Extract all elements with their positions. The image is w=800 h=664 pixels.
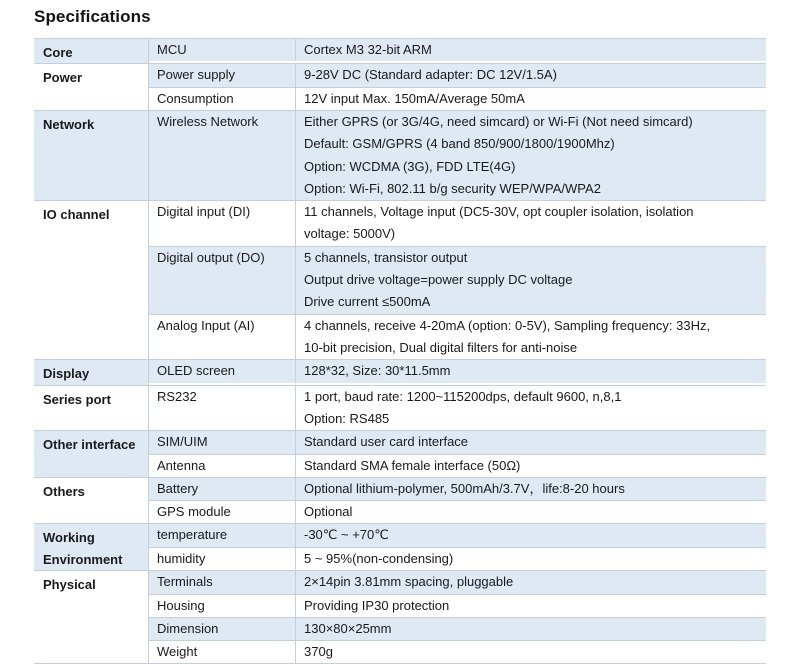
spec-value-line: 5 channels, transistor output (304, 249, 468, 265)
spec-value (296, 571, 766, 593)
spec-group (34, 201, 766, 360)
spec-value-line: 10-bit precision, Dual digital filters for anti-noise (304, 339, 578, 355)
group-label (34, 571, 149, 663)
spec-row (149, 360, 766, 382)
group-label-line: Other interface (43, 437, 136, 453)
group-label-line: Physical (43, 577, 96, 593)
spec-row (149, 39, 766, 61)
specifications-table (34, 38, 766, 664)
group-items (149, 201, 766, 359)
spec-value-line: 4 channels, receive 4-20mA (option: 0-5V), Sampling frequency: 33Hz, (304, 317, 711, 333)
spec-name: Antenna (149, 455, 296, 477)
spec-group (34, 64, 766, 111)
spec-value (296, 455, 766, 477)
spec-name: humidity (149, 548, 296, 570)
group-items (149, 431, 766, 477)
spec-value-line: Drive current ≤500mA (304, 294, 431, 310)
spec-value (296, 360, 766, 382)
spec-group (34, 524, 766, 571)
group-items (149, 111, 766, 200)
spec-row (149, 88, 766, 110)
spec-name: Dimension (149, 618, 296, 640)
spec-name: Digital input (DI) (149, 201, 296, 246)
spec-value-line: Option: Wi-Fi, 802.11 b/g security WEP/WPA/WPA2 (304, 180, 601, 196)
spec-value-line: Default: GSM/GPRS (4 band 850/900/1800/1900Mhz) (304, 136, 615, 152)
group-label-line: Display (43, 366, 90, 382)
spec-value-line: Optional (304, 504, 353, 520)
spec-group (34, 360, 766, 385)
spec-name: GPS module (149, 501, 296, 523)
spec-name: Weight (149, 641, 296, 663)
spec-value (296, 431, 766, 453)
spec-row (149, 64, 766, 87)
spec-row (149, 386, 766, 431)
spec-row (149, 501, 766, 523)
spec-value (296, 247, 766, 314)
spec-name: MCU (149, 39, 296, 61)
group-items (149, 386, 766, 431)
spec-value (296, 88, 766, 110)
spec-row (149, 618, 766, 641)
group-label (34, 524, 149, 570)
spec-value-line: 370g (304, 644, 333, 660)
group-items (149, 478, 766, 524)
spec-value-line: 128*32, Size: 30*11.5mm (304, 363, 451, 379)
spec-row (149, 478, 766, 501)
group-label (34, 478, 149, 524)
spec-value-line: 12V input Max. 150mA/Average 50mA (304, 90, 525, 106)
group-items (149, 360, 766, 384)
spec-value-line: Option: WCDMA (3G), FDD LTE(4G) (304, 158, 516, 174)
spec-value-line: Option: RS485 (304, 410, 390, 426)
spec-name: Terminals (149, 571, 296, 593)
spec-name: Power supply (149, 64, 296, 86)
spec-row (149, 431, 766, 454)
spec-value-line: 5 ~ 95%(non-condensing) (304, 550, 454, 566)
spec-value (296, 478, 766, 500)
spec-row (149, 548, 766, 570)
group-label-line: Others (43, 483, 85, 499)
group-label (34, 431, 149, 477)
spec-value (296, 315, 766, 360)
spec-group (34, 386, 766, 432)
spec-name: Wireless Network (149, 111, 296, 200)
spec-name: Analog Input (AI) (149, 315, 296, 360)
spec-name: RS232 (149, 386, 296, 431)
spec-value (296, 386, 766, 431)
spec-group (34, 571, 766, 664)
spec-name: SIM/UIM (149, 431, 296, 453)
spec-name: Battery (149, 478, 296, 500)
spec-group (34, 478, 766, 525)
spec-value (296, 39, 766, 61)
group-label (34, 386, 149, 431)
spec-value (296, 111, 766, 200)
spec-value-line: 1 port, baud rate: 1200~115200dps, default 9600, n,8,1 (304, 388, 622, 404)
spec-value (296, 201, 766, 246)
group-label-line: Core (43, 45, 73, 60)
spec-value-line: Output drive voltage=power supply DC voltage (304, 272, 573, 288)
group-label-line: Power (43, 70, 83, 86)
spec-value-line: 11 channels, Voltage input (DC5-30V, opt coupler isolation, isolation (304, 204, 694, 220)
group-label-line: Environment (43, 551, 123, 567)
spec-value-line: voltage: 5000V) (304, 226, 396, 242)
spec-name: temperature (149, 524, 296, 546)
spec-name: Consumption (149, 88, 296, 110)
page-title: Specifications (34, 7, 151, 26)
spec-value-line: Standard user card interface (304, 434, 469, 450)
group-label (34, 64, 149, 110)
spec-value-line: -30℃ ~ +70℃ (304, 527, 389, 543)
spec-name: Housing (149, 595, 296, 617)
spec-row (149, 247, 766, 315)
group-items (149, 524, 766, 570)
group-label-line: Series port (43, 391, 111, 407)
spec-value (296, 501, 766, 523)
group-items (149, 571, 766, 663)
spec-value-line: 9-28V DC (Standard adapter: DC 12V/1.5A) (304, 67, 557, 83)
spec-row (149, 455, 766, 477)
spec-row (149, 571, 766, 594)
group-label-line: IO channel (43, 207, 110, 223)
spec-value-line: Either GPRS (or 3G/4G, need simcard) or Wi-Fi (Not need simcard) (304, 114, 693, 129)
spec-row (149, 315, 766, 360)
spec-value-line: Providing IP30 protection (304, 597, 450, 613)
spec-name: OLED screen (149, 360, 296, 382)
spec-value-line: Cortex M3 32-bit ARM (304, 42, 432, 57)
spec-row (149, 201, 766, 247)
spec-value-line: 2×14pin 3.81mm spacing, pluggable (304, 574, 514, 590)
spec-row (149, 111, 766, 200)
spec-value (296, 548, 766, 570)
spec-name: Digital output (DO) (149, 247, 296, 314)
spec-value (296, 641, 766, 663)
group-label (34, 201, 149, 359)
spec-value-line: 130×80×25mm (304, 620, 392, 636)
spec-value (296, 524, 766, 546)
spec-value (296, 595, 766, 617)
spec-value (296, 618, 766, 640)
spec-row (149, 524, 766, 547)
spec-row (149, 595, 766, 618)
spec-group (34, 39, 766, 64)
group-label (34, 111, 149, 200)
spec-group (34, 431, 766, 478)
group-label-line: Working (43, 530, 95, 546)
group-label (34, 39, 149, 63)
group-items (149, 39, 766, 63)
spec-value-line: Optional lithium-polymer, 500mAh/3.7V，life:8-20 hours (304, 480, 625, 496)
spec-value (296, 64, 766, 86)
group-label-line: Network (43, 117, 95, 132)
spec-value-line: Standard SMA female interface (50Ω) (304, 457, 521, 473)
group-items (149, 64, 766, 110)
spec-group (34, 111, 766, 201)
group-label (34, 360, 149, 384)
spec-row (149, 641, 766, 663)
